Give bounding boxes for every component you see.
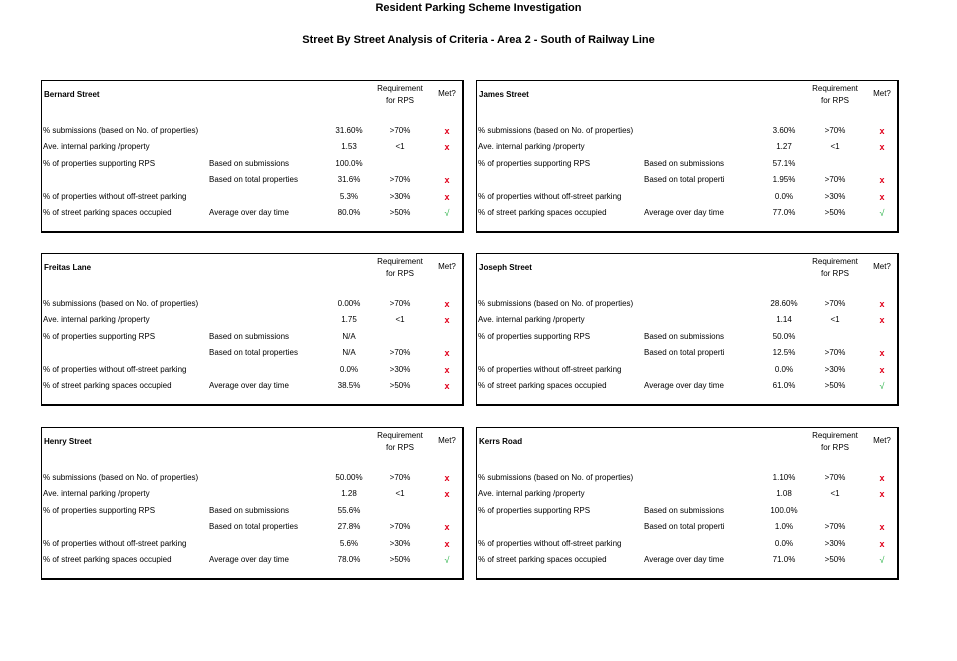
cross-mark-icon: x xyxy=(444,473,450,483)
criteria-label: % of street parking spaces occupied xyxy=(43,555,172,564)
criteria-requirement: >70% xyxy=(824,348,846,357)
cross-mark-icon: x xyxy=(444,175,450,185)
criteria-row xyxy=(477,505,898,519)
criteria-value: 50.0% xyxy=(772,332,796,341)
met-header: Met? xyxy=(873,262,891,271)
criteria-label: Ave. internal parking /property xyxy=(43,142,150,151)
criteria-basis: Based on submissions xyxy=(644,506,725,515)
criteria-requirement: >50% xyxy=(824,555,846,564)
criteria-value: 5.6% xyxy=(339,539,359,548)
criteria-basis: Based on total properti xyxy=(644,348,725,357)
criteria-label: % of street parking spaces occupied xyxy=(478,208,607,217)
criteria-value: 57.1% xyxy=(772,159,796,168)
cross-mark-icon: x xyxy=(444,348,450,358)
criteria-requirement: >70% xyxy=(389,348,411,357)
criteria-value: 0.0% xyxy=(774,365,794,374)
criteria-label: % of properties supporting RPS xyxy=(478,332,591,341)
criteria-value: 61.0% xyxy=(772,381,796,390)
criteria-value: 0.00% xyxy=(337,299,361,308)
requirement-header-line1: Requirement xyxy=(377,431,423,440)
criteria-row xyxy=(42,521,463,535)
cross-mark-icon: x xyxy=(879,315,885,325)
criteria-basis: Average over day time xyxy=(644,381,724,390)
criteria-requirement: >30% xyxy=(389,539,411,548)
criteria-requirement: <1 xyxy=(830,315,840,324)
cross-mark-icon: x xyxy=(444,522,450,532)
criteria-value: 1.95% xyxy=(772,175,796,184)
cross-mark-icon: x xyxy=(879,126,885,136)
criteria-basis: Average over day time xyxy=(209,555,289,564)
criteria-value: 1.14 xyxy=(776,315,792,324)
criteria-row xyxy=(477,158,898,172)
criteria-requirement: >30% xyxy=(824,365,846,374)
cross-mark-icon: x xyxy=(444,489,450,499)
criteria-value: 78.0% xyxy=(337,555,361,564)
criteria-value: 0.0% xyxy=(339,365,359,374)
criteria-label: % of properties without off-street parking xyxy=(478,192,622,201)
criteria-label: Ave. internal parking /property xyxy=(478,142,585,151)
criteria-requirement: >50% xyxy=(389,208,411,217)
criteria-label: % of properties supporting RPS xyxy=(43,159,156,168)
criteria-value: 1.53 xyxy=(341,142,357,151)
criteria-row xyxy=(477,472,898,486)
cross-mark-icon: x xyxy=(444,381,450,391)
criteria-value: 1.75 xyxy=(341,315,357,324)
cross-mark-icon: x xyxy=(879,473,885,483)
check-mark-icon: √ xyxy=(444,555,450,565)
criteria-value: 38.5% xyxy=(337,381,361,390)
criteria-row xyxy=(477,174,898,188)
criteria-row xyxy=(42,141,463,155)
criteria-label: % of properties supporting RPS xyxy=(43,506,156,515)
criteria-label: % of properties supporting RPS xyxy=(478,506,591,515)
requirement-header-line1: Requirement xyxy=(812,84,858,93)
criteria-value: 0.0% xyxy=(774,192,794,201)
criteria-label: % of properties without off-street parking xyxy=(43,192,187,201)
requirement-header-line1: Requirement xyxy=(812,431,858,440)
street-name: Joseph Street xyxy=(479,263,532,272)
street-panel xyxy=(41,427,464,580)
criteria-basis: Based on submissions xyxy=(644,332,725,341)
criteria-row xyxy=(42,125,463,139)
street-panel xyxy=(41,80,464,233)
criteria-label: % submissions (based on No. of properties) xyxy=(43,126,199,135)
criteria-label: Ave. internal parking /property xyxy=(43,315,150,324)
criteria-value: 100.0% xyxy=(770,506,798,515)
requirement-header xyxy=(370,430,430,454)
criteria-requirement: >30% xyxy=(824,192,846,201)
criteria-value: 31.6% xyxy=(337,175,361,184)
criteria-requirement: >50% xyxy=(389,381,411,390)
cross-mark-icon: x xyxy=(879,489,885,499)
requirement-header-line2: for RPS xyxy=(820,269,849,278)
check-mark-icon: √ xyxy=(879,208,885,218)
cross-mark-icon: x xyxy=(444,126,450,136)
criteria-row xyxy=(42,505,463,519)
requirement-header-line2: for RPS xyxy=(385,96,414,105)
criteria-row xyxy=(42,347,463,361)
street-name: Freitas Lane xyxy=(44,263,92,272)
criteria-row xyxy=(42,331,463,345)
met-header: Met? xyxy=(438,436,456,445)
criteria-label: Ave. internal parking /property xyxy=(43,489,150,498)
criteria-value: N/A xyxy=(342,348,356,357)
criteria-row xyxy=(477,191,898,205)
criteria-row xyxy=(477,207,898,221)
criteria-label: % submissions (based on No. of properties) xyxy=(43,473,199,482)
met-header: Met? xyxy=(873,436,891,445)
criteria-row xyxy=(42,380,463,394)
criteria-requirement: <1 xyxy=(830,142,840,151)
requirement-header-line2: for RPS xyxy=(385,269,414,278)
cross-mark-icon: x xyxy=(879,299,885,309)
criteria-row xyxy=(42,158,463,172)
met-header: Met? xyxy=(873,89,891,98)
criteria-value: 50.00% xyxy=(335,473,363,482)
street-panel xyxy=(476,427,899,580)
criteria-basis: Based on total properties xyxy=(209,348,298,357)
criteria-requirement: >70% xyxy=(824,522,846,531)
criteria-value: 31.60% xyxy=(335,126,363,135)
requirement-header-line1: Requirement xyxy=(377,257,423,266)
requirement-header xyxy=(805,83,865,107)
cross-mark-icon: x xyxy=(444,365,450,375)
cross-mark-icon: x xyxy=(444,539,450,549)
criteria-label: % submissions (based on No. of properties) xyxy=(43,299,199,308)
criteria-requirement: <1 xyxy=(395,489,405,498)
street-name: James Street xyxy=(479,90,529,99)
cross-mark-icon: x xyxy=(444,299,450,309)
street-name: Kerrs Road xyxy=(479,437,523,446)
street-name: Bernard Street xyxy=(44,90,100,99)
criteria-requirement: >70% xyxy=(389,522,411,531)
criteria-requirement: >50% xyxy=(824,208,846,217)
criteria-basis: Based on submissions xyxy=(644,159,725,168)
criteria-value: 77.0% xyxy=(772,208,796,217)
criteria-row xyxy=(477,141,898,155)
met-header: Met? xyxy=(438,89,456,98)
criteria-row xyxy=(477,331,898,345)
criteria-requirement: >50% xyxy=(389,555,411,564)
document-title: Resident Parking Scheme Investigation xyxy=(375,2,582,14)
criteria-requirement: >70% xyxy=(389,175,411,184)
criteria-value: 1.28 xyxy=(341,489,357,498)
criteria-label: % of properties supporting RPS xyxy=(43,332,156,341)
criteria-requirement: >70% xyxy=(824,175,846,184)
requirement-header-line1: Requirement xyxy=(812,257,858,266)
requirement-header xyxy=(805,430,865,454)
criteria-row xyxy=(477,298,898,312)
criteria-basis: Based on submissions xyxy=(209,506,290,515)
criteria-value: 100.0% xyxy=(335,159,363,168)
criteria-label: Ave. internal parking /property xyxy=(478,489,585,498)
criteria-label: % submissions (based on No. of properties) xyxy=(478,126,634,135)
criteria-basis: Average over day time xyxy=(644,555,724,564)
cross-mark-icon: x xyxy=(879,522,885,532)
criteria-row xyxy=(477,554,898,568)
criteria-row xyxy=(477,314,898,328)
cross-mark-icon: x xyxy=(879,365,885,375)
criteria-value: 1.10% xyxy=(772,473,796,482)
criteria-requirement: >30% xyxy=(389,192,411,201)
criteria-row xyxy=(42,191,463,205)
criteria-requirement: >70% xyxy=(824,473,846,482)
criteria-value: 12.5% xyxy=(772,348,796,357)
criteria-value: 27.8% xyxy=(337,522,361,531)
criteria-row xyxy=(42,174,463,188)
criteria-label: % of properties without off-street parking xyxy=(43,539,187,548)
criteria-requirement: <1 xyxy=(830,489,840,498)
cross-mark-icon: x xyxy=(879,348,885,358)
criteria-row xyxy=(477,488,898,502)
criteria-value: 55.6% xyxy=(337,506,361,515)
requirement-header-line2: for RPS xyxy=(820,443,849,452)
criteria-requirement: >30% xyxy=(824,539,846,548)
cross-mark-icon: x xyxy=(879,539,885,549)
criteria-basis: Based on submissions xyxy=(209,159,290,168)
criteria-row xyxy=(42,364,463,378)
criteria-label: % of properties supporting RPS xyxy=(478,159,591,168)
document-subtitle: Street By Street Analysis of Criteria - Area 2 - South of Railway Line xyxy=(302,34,655,46)
criteria-value: 1.27 xyxy=(776,142,792,151)
criteria-row xyxy=(42,472,463,486)
criteria-row xyxy=(42,554,463,568)
criteria-value: 1.0% xyxy=(774,522,794,531)
criteria-requirement: >70% xyxy=(824,299,846,308)
criteria-basis: Based on submissions xyxy=(209,332,290,341)
cross-mark-icon: x xyxy=(444,142,450,152)
criteria-basis: Based on total properties xyxy=(209,175,298,184)
criteria-label: % submissions (based on No. of properties) xyxy=(478,299,634,308)
criteria-label: % of street parking spaces occupied xyxy=(478,555,607,564)
criteria-row xyxy=(477,125,898,139)
met-header: Met? xyxy=(438,262,456,271)
criteria-basis: Average over day time xyxy=(209,381,289,390)
criteria-row xyxy=(42,207,463,221)
criteria-row xyxy=(42,314,463,328)
criteria-label: % of street parking spaces occupied xyxy=(478,381,607,390)
criteria-value: 5.3% xyxy=(339,192,359,201)
criteria-label: % of properties without off-street parking xyxy=(43,365,187,374)
criteria-label: Ave. internal parking /property xyxy=(478,315,585,324)
criteria-row xyxy=(477,521,898,535)
criteria-row xyxy=(42,538,463,552)
criteria-requirement: <1 xyxy=(395,315,405,324)
check-mark-icon: √ xyxy=(879,555,885,565)
street-name: Henry Street xyxy=(44,437,92,446)
check-mark-icon: √ xyxy=(879,381,885,391)
requirement-header-line1: Requirement xyxy=(377,84,423,93)
check-mark-icon: √ xyxy=(444,208,450,218)
criteria-value: 1.08 xyxy=(776,489,792,498)
criteria-basis: Based on total properties xyxy=(209,522,298,531)
requirement-header-line2: for RPS xyxy=(385,443,414,452)
criteria-requirement: >30% xyxy=(389,365,411,374)
street-panel xyxy=(476,80,899,233)
criteria-row xyxy=(42,298,463,312)
requirement-header xyxy=(370,256,430,280)
criteria-label: % of street parking spaces occupied xyxy=(43,381,172,390)
criteria-value: 71.0% xyxy=(772,555,796,564)
criteria-row xyxy=(477,538,898,552)
criteria-label: % of properties without off-street parking xyxy=(478,365,622,374)
criteria-label: % submissions (based on No. of properties) xyxy=(478,473,634,482)
criteria-requirement: <1 xyxy=(395,142,405,151)
criteria-row xyxy=(477,364,898,378)
criteria-requirement: >70% xyxy=(389,299,411,308)
cross-mark-icon: x xyxy=(879,142,885,152)
criteria-value: 0.0% xyxy=(774,539,794,548)
criteria-value: 80.0% xyxy=(337,208,361,217)
cross-mark-icon: x xyxy=(879,175,885,185)
requirement-header-line2: for RPS xyxy=(820,96,849,105)
criteria-requirement: >70% xyxy=(824,126,846,135)
cross-mark-icon: x xyxy=(879,192,885,202)
criteria-row xyxy=(42,488,463,502)
criteria-requirement: >50% xyxy=(824,381,846,390)
criteria-value: 3.60% xyxy=(772,126,796,135)
criteria-basis: Based on total properti xyxy=(644,522,725,531)
cross-mark-icon: x xyxy=(444,192,450,202)
criteria-basis: Average over day time xyxy=(209,208,289,217)
criteria-label: % of street parking spaces occupied xyxy=(43,208,172,217)
requirement-header xyxy=(805,256,865,280)
criteria-requirement: >70% xyxy=(389,473,411,482)
street-panel xyxy=(476,253,899,406)
requirement-header xyxy=(370,83,430,107)
criteria-label: % of properties without off-street parking xyxy=(478,539,622,548)
street-panel xyxy=(41,253,464,406)
cross-mark-icon: x xyxy=(444,315,450,325)
criteria-requirement: >70% xyxy=(389,126,411,135)
criteria-row xyxy=(477,347,898,361)
criteria-value: N/A xyxy=(342,332,356,341)
criteria-value: 28.60% xyxy=(770,299,798,308)
criteria-basis: Average over day time xyxy=(644,208,724,217)
criteria-row xyxy=(477,380,898,394)
criteria-basis: Based on total properti xyxy=(644,175,725,184)
